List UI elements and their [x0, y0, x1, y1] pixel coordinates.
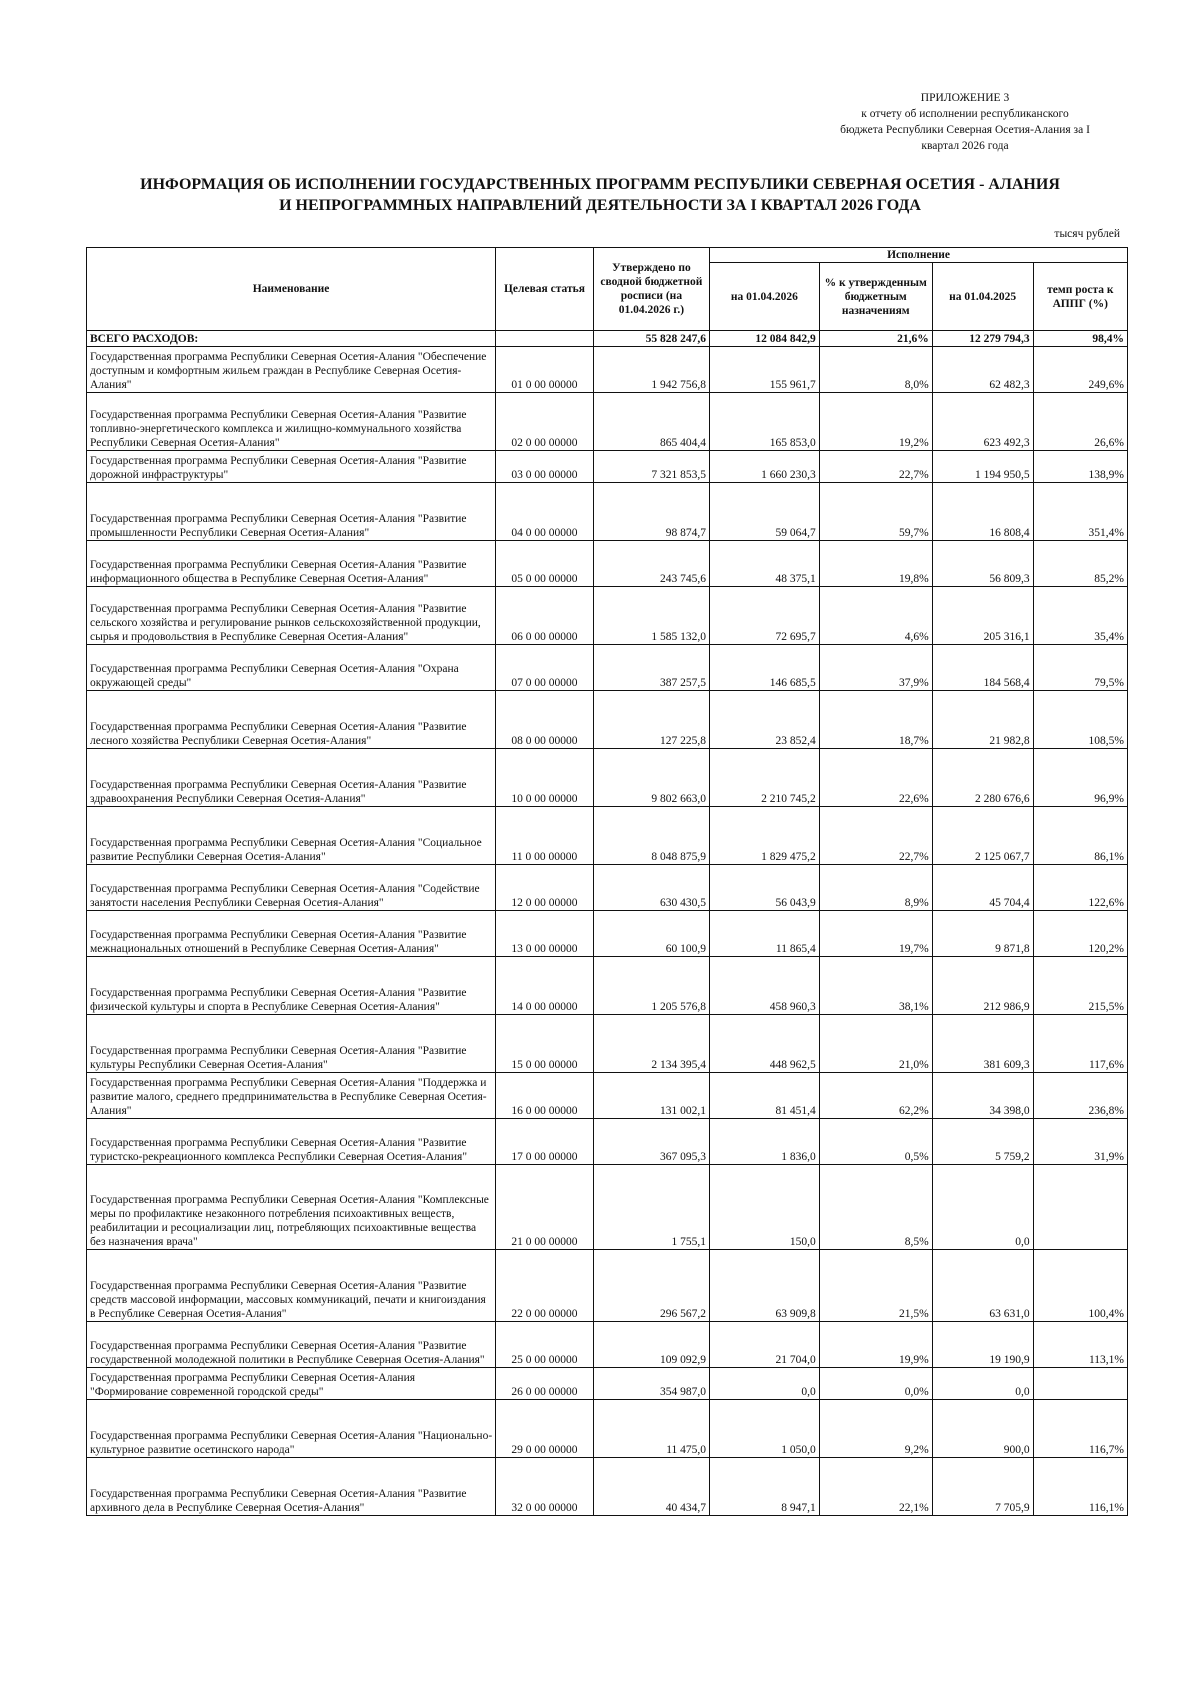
row-code: 10 0 00 00000 — [496, 749, 594, 807]
row-approved: 2 134 395,4 — [593, 1015, 709, 1073]
row-name: Государственная программа Республики Северная Осетия-Алания "Развитие здравоохранения Республики Северная Осетия-Алания" — [87, 749, 496, 807]
row-name: Государственная программа Республики Северная Осетия-Алания "Поддержка и развитие малого, среднего предпринимательства в Республике Северная Осетия-Алания" — [87, 1073, 496, 1119]
row-approved: 354 987,0 — [593, 1368, 709, 1400]
row-exec-2026: 458 960,3 — [710, 957, 820, 1015]
row-percent: 19,9% — [819, 1322, 932, 1368]
row-growth: 100,4% — [1033, 1250, 1127, 1322]
row-approved: 9 802 663,0 — [593, 749, 709, 807]
row-percent: 18,7% — [819, 691, 932, 749]
row-exec-2025: 205 316,1 — [932, 587, 1033, 645]
appendix-line: к отчету об исполнении республиканского — [861, 108, 1069, 120]
row-exec-2025: 63 631,0 — [932, 1250, 1033, 1322]
table-row — [87, 807, 1128, 865]
row-name: Государственная программа Республики Северная Осетия-Алания "Комплексные меры по профилактике незаконного потребления психоактивных веществ, реабилитации и ресоциализации лиц, потребляющих психоактивные вещества без назначения врача" — [87, 1165, 496, 1250]
row-approved: 60 100,9 — [593, 911, 709, 957]
row-code: 07 0 00 00000 — [496, 645, 594, 691]
row-exec-2025: 2 280 676,6 — [932, 749, 1033, 807]
header-execution: Исполнение — [710, 248, 1128, 263]
header-code: Целевая статья — [496, 248, 594, 331]
row-exec-2025: 381 609,3 — [932, 1015, 1033, 1073]
total-approved: 55 828 247,6 — [593, 331, 709, 347]
units-label: тысяч рублей — [1054, 228, 1120, 240]
total-name: ВСЕГО РАСХОДОВ: — [87, 331, 496, 347]
table-row — [87, 1458, 1128, 1516]
total-growth: 98,4% — [1033, 331, 1127, 347]
header-name: Наименование — [87, 248, 496, 331]
row-growth: 79,5% — [1033, 645, 1127, 691]
row-approved: 630 430,5 — [593, 865, 709, 911]
row-name: Государственная программа Республики Северная Осетия-Алания "Национально-культурное развитие осетинского народа" — [87, 1400, 496, 1458]
row-percent: 62,2% — [819, 1073, 932, 1119]
table-row — [87, 1322, 1128, 1368]
table-row — [87, 1400, 1128, 1458]
row-code: 21 0 00 00000 — [496, 1165, 594, 1250]
programs-table — [86, 247, 1128, 1516]
table-row — [87, 865, 1128, 911]
row-name: Государственная программа Республики Северная Осетия-Алания "Содействие занятости населения Республики Северная Осетия-Алания" — [87, 865, 496, 911]
row-percent: 0,0% — [819, 1368, 932, 1400]
row-approved: 7 321 853,5 — [593, 451, 709, 483]
table-row — [87, 1250, 1128, 1322]
row-code: 26 0 00 00000 — [496, 1368, 594, 1400]
row-percent: 19,8% — [819, 541, 932, 587]
row-name: Государственная программа Республики Северная Осетия-Алания "Развитие межнациональных отношений в Республике Северная Осетия-Алания" — [87, 911, 496, 957]
row-exec-2026: 165 853,0 — [710, 393, 820, 451]
row-exec-2025: 56 809,3 — [932, 541, 1033, 587]
total-code — [496, 331, 594, 347]
row-percent: 22,7% — [819, 807, 932, 865]
row-percent: 21,5% — [819, 1250, 932, 1322]
row-exec-2025: 34 398,0 — [932, 1073, 1033, 1119]
row-name: Государственная программа Республики Северная Осетия-Алания "Социальное развитие Республики Северная Осетия-Алания" — [87, 807, 496, 865]
row-exec-2025: 212 986,9 — [932, 957, 1033, 1015]
row-exec-2025: 900,0 — [932, 1400, 1033, 1458]
table-row — [87, 1165, 1128, 1250]
row-code: 16 0 00 00000 — [496, 1073, 594, 1119]
row-approved: 109 092,9 — [593, 1322, 709, 1368]
row-approved: 8 048 875,9 — [593, 807, 709, 865]
row-growth: 116,7% — [1033, 1400, 1127, 1458]
appendix-line: бюджета Республики Северная Осетия-Алания за I — [840, 124, 1090, 136]
row-code: 05 0 00 00000 — [496, 541, 594, 587]
row-name: Государственная программа Республики Северная Осетия-Алания "Обеспечение доступным и комфортным жильем граждан в Республике Северная Осетия-Алания" — [87, 347, 496, 393]
row-approved: 1 585 132,0 — [593, 587, 709, 645]
row-code: 04 0 00 00000 — [496, 483, 594, 541]
row-code: 25 0 00 00000 — [496, 1322, 594, 1368]
appendix-note — [790, 90, 1140, 154]
row-exec-2025: 2 125 067,7 — [932, 807, 1033, 865]
row-growth: 35,4% — [1033, 587, 1127, 645]
row-code: 08 0 00 00000 — [496, 691, 594, 749]
row-exec-2026: 8 947,1 — [710, 1458, 820, 1516]
row-approved: 11 475,0 — [593, 1400, 709, 1458]
row-exec-2026: 21 704,0 — [710, 1322, 820, 1368]
row-name: Государственная программа Республики Северная Осетия-Алания "Развитие туристско-рекреационного комплекса Республики Северная Осетия-Алания" — [87, 1119, 496, 1165]
row-growth: 138,9% — [1033, 451, 1127, 483]
row-exec-2026: 59 064,7 — [710, 483, 820, 541]
row-growth: 108,5% — [1033, 691, 1127, 749]
row-name: Государственная программа Республики Северная Осетия-Алания "Развитие сельского хозяйства и регулирование рынков сельскохозяйственной продукции, сырья и продовольствия в Республике Северная Осетия-Алания" — [87, 587, 496, 645]
row-growth: 85,2% — [1033, 541, 1127, 587]
header-percent: % к утвержденным бюджетным назначениям — [819, 263, 932, 331]
table-row — [87, 957, 1128, 1015]
row-code: 11 0 00 00000 — [496, 807, 594, 865]
row-name: Государственная программа Республики Северная Осетия-Алания "Развитие средств массовой информации, массовых коммуникаций, печати и книгоиздания в Республике Северная Осетия-Алания" — [87, 1250, 496, 1322]
row-approved: 243 745,6 — [593, 541, 709, 587]
row-percent: 8,0% — [819, 347, 932, 393]
row-exec-2025: 9 871,8 — [932, 911, 1033, 957]
row-exec-2026: 1 829 475,2 — [710, 807, 820, 865]
row-exec-2025: 45 704,4 — [932, 865, 1033, 911]
header-growth: темп роста к АППГ (%) — [1033, 263, 1127, 331]
row-percent: 22,6% — [819, 749, 932, 807]
table-row — [87, 1073, 1128, 1119]
row-exec-2025: 0,0 — [932, 1368, 1033, 1400]
row-approved: 131 002,1 — [593, 1073, 709, 1119]
row-exec-2025: 16 808,4 — [932, 483, 1033, 541]
row-name: Государственная программа Республики Северная Осетия-Алания "Развитие топливно-энергетического комплекса и жилищно-коммунального хозяйства Республики Северная Осетия-Алания" — [87, 393, 496, 451]
row-percent: 22,1% — [819, 1458, 932, 1516]
row-growth: 236,8% — [1033, 1073, 1127, 1119]
row-code: 32 0 00 00000 — [496, 1458, 594, 1516]
table-row — [87, 483, 1128, 541]
title-line: И НЕПРОГРАММНЫХ НАПРАВЛЕНИЙ ДЕЯТЕЛЬНОСТИ ЗА I КВАРТАЛ 2026 ГОДА — [279, 197, 921, 214]
row-name: Государственная программа Республики Северная Осетия-Алания "Охрана окружающей среды" — [87, 645, 496, 691]
row-growth: 113,1% — [1033, 1322, 1127, 1368]
row-growth: 122,6% — [1033, 865, 1127, 911]
table-row — [87, 1015, 1128, 1073]
total-row — [87, 331, 1128, 347]
row-percent: 8,9% — [819, 865, 932, 911]
row-name: Государственная программа Республики Северная Осетия-Алания "Развитие физической культуры и спорта в Республике Северная Осетия-Алания" — [87, 957, 496, 1015]
row-approved: 865 404,4 — [593, 393, 709, 451]
row-growth: 117,6% — [1033, 1015, 1127, 1073]
row-approved: 1 755,1 — [593, 1165, 709, 1250]
row-growth: 31,9% — [1033, 1119, 1127, 1165]
row-growth: 215,5% — [1033, 957, 1127, 1015]
row-growth — [1033, 1165, 1127, 1250]
row-growth — [1033, 1368, 1127, 1400]
row-percent: 4,6% — [819, 587, 932, 645]
row-exec-2025: 1 194 950,5 — [932, 451, 1033, 483]
row-exec-2026: 56 043,9 — [710, 865, 820, 911]
row-percent: 37,9% — [819, 645, 932, 691]
row-exec-2026: 1 660 230,3 — [710, 451, 820, 483]
row-growth: 351,4% — [1033, 483, 1127, 541]
row-exec-2026: 155 961,7 — [710, 347, 820, 393]
row-exec-2025: 5 759,2 — [932, 1119, 1033, 1165]
row-code: 15 0 00 00000 — [496, 1015, 594, 1073]
table-row — [87, 587, 1128, 645]
row-growth: 249,6% — [1033, 347, 1127, 393]
row-approved: 296 567,2 — [593, 1250, 709, 1322]
row-code: 12 0 00 00000 — [496, 865, 594, 911]
row-growth: 120,2% — [1033, 911, 1127, 957]
row-percent: 59,7% — [819, 483, 932, 541]
row-exec-2025: 21 982,8 — [932, 691, 1033, 749]
row-name: Государственная программа Республики Северная Осетия-Алания "Развитие культуры Республики Северная Осетия-Алания" — [87, 1015, 496, 1073]
header-exec-2026: на 01.04.2026 — [710, 263, 820, 331]
table-row — [87, 541, 1128, 587]
row-approved: 1 942 756,8 — [593, 347, 709, 393]
table-row — [87, 347, 1128, 393]
table-row — [87, 911, 1128, 957]
row-exec-2026: 81 451,4 — [710, 1073, 820, 1119]
table-row — [87, 451, 1128, 483]
row-approved: 127 225,8 — [593, 691, 709, 749]
row-code: 06 0 00 00000 — [496, 587, 594, 645]
row-exec-2026: 448 962,5 — [710, 1015, 820, 1073]
row-code: 17 0 00 00000 — [496, 1119, 594, 1165]
row-exec-2025: 184 568,4 — [932, 645, 1033, 691]
row-exec-2026: 63 909,8 — [710, 1250, 820, 1322]
row-approved: 98 874,7 — [593, 483, 709, 541]
row-name: Государственная программа Республики Северная Осетия-Алания "Развитие дорожной инфраструктуры" — [87, 451, 496, 483]
row-percent: 0,5% — [819, 1119, 932, 1165]
row-code: 14 0 00 00000 — [496, 957, 594, 1015]
row-exec-2026: 23 852,4 — [710, 691, 820, 749]
row-approved: 387 257,5 — [593, 645, 709, 691]
row-code: 02 0 00 00000 — [496, 393, 594, 451]
row-exec-2026: 146 685,5 — [710, 645, 820, 691]
row-exec-2026: 150,0 — [710, 1165, 820, 1250]
total-exec-2025: 12 279 794,3 — [932, 331, 1033, 347]
row-exec-2026: 2 210 745,2 — [710, 749, 820, 807]
row-exec-2025: 0,0 — [932, 1165, 1033, 1250]
row-name: Государственная программа Республики Северная Осетия-Алания "Развитие промышленности Республики Северная Осетия-Алания" — [87, 483, 496, 541]
header-approved: Утверждено по сводной бюджетной росписи (на 01.04.2026 г.) — [593, 248, 709, 331]
row-name: Государственная программа Республики Северная Осетия-Алания "Развитие лесного хозяйства Республики Северная Осетия-Алания" — [87, 691, 496, 749]
document-title — [80, 174, 1120, 216]
row-percent: 38,1% — [819, 957, 932, 1015]
table-row — [87, 749, 1128, 807]
row-code: 22 0 00 00000 — [496, 1250, 594, 1322]
row-code: 03 0 00 00000 — [496, 451, 594, 483]
row-percent: 8,5% — [819, 1165, 932, 1250]
row-percent: 22,7% — [819, 451, 932, 483]
row-name: Государственная программа Республики Северная Осетия-Алания "Развитие архивного дела в Республике Северная Осетия-Алания" — [87, 1458, 496, 1516]
row-code: 29 0 00 00000 — [496, 1400, 594, 1458]
row-growth: 26,6% — [1033, 393, 1127, 451]
row-exec-2026: 11 865,4 — [710, 911, 820, 957]
row-approved: 40 434,7 — [593, 1458, 709, 1516]
row-code: 13 0 00 00000 — [496, 911, 594, 957]
table-row — [87, 393, 1128, 451]
total-exec-2026: 12 084 842,9 — [710, 331, 820, 347]
row-percent: 21,0% — [819, 1015, 932, 1073]
row-percent: 19,7% — [819, 911, 932, 957]
row-exec-2026: 72 695,7 — [710, 587, 820, 645]
title-line: ИНФОРМАЦИЯ ОБ ИСПОЛНЕНИИ ГОСУДАРСТВЕННЫХ ПРОГРАММ РЕСПУБЛИКИ СЕВЕРНАЯ ОСЕТИЯ - АЛАНИЯ — [140, 176, 1060, 193]
row-name: Государственная программа Республики Северная Осетия-Алания "Развитие информационного общества в Республике Северная Осетия-Алания" — [87, 541, 496, 587]
row-percent: 19,2% — [819, 393, 932, 451]
row-approved: 1 205 576,8 — [593, 957, 709, 1015]
header-exec-2025: на 01.04.2025 — [932, 263, 1033, 331]
table-body — [87, 331, 1128, 1516]
table-row — [87, 645, 1128, 691]
row-name: Государственная программа Республики Северная Осетия-Алания "Развитие государственной молодежной политики в Республике Северная Осетия-Алания" — [87, 1322, 496, 1368]
table-row — [87, 691, 1128, 749]
table-row — [87, 1119, 1128, 1165]
row-growth: 96,9% — [1033, 749, 1127, 807]
row-code: 01 0 00 00000 — [496, 347, 594, 393]
row-percent: 9,2% — [819, 1400, 932, 1458]
appendix-line: квартал 2026 года — [921, 140, 1009, 152]
total-percent: 21,6% — [819, 331, 932, 347]
row-name: Государственная программа Республики Северная Осетия-Алания "Формирование современной городской среды" — [87, 1368, 496, 1400]
row-exec-2025: 7 705,9 — [932, 1458, 1033, 1516]
row-exec-2025: 62 482,3 — [932, 347, 1033, 393]
appendix-line: ПРИЛОЖЕНИЕ 3 — [920, 92, 1010, 104]
row-approved: 367 095,3 — [593, 1119, 709, 1165]
row-exec-2026: 48 375,1 — [710, 541, 820, 587]
row-exec-2025: 623 492,3 — [932, 393, 1033, 451]
row-growth: 86,1% — [1033, 807, 1127, 865]
row-exec-2026: 1 836,0 — [710, 1119, 820, 1165]
row-exec-2025: 19 190,9 — [932, 1322, 1033, 1368]
row-exec-2026: 1 050,0 — [710, 1400, 820, 1458]
row-exec-2026: 0,0 — [710, 1368, 820, 1400]
row-growth: 116,1% — [1033, 1458, 1127, 1516]
table-row — [87, 1368, 1128, 1400]
